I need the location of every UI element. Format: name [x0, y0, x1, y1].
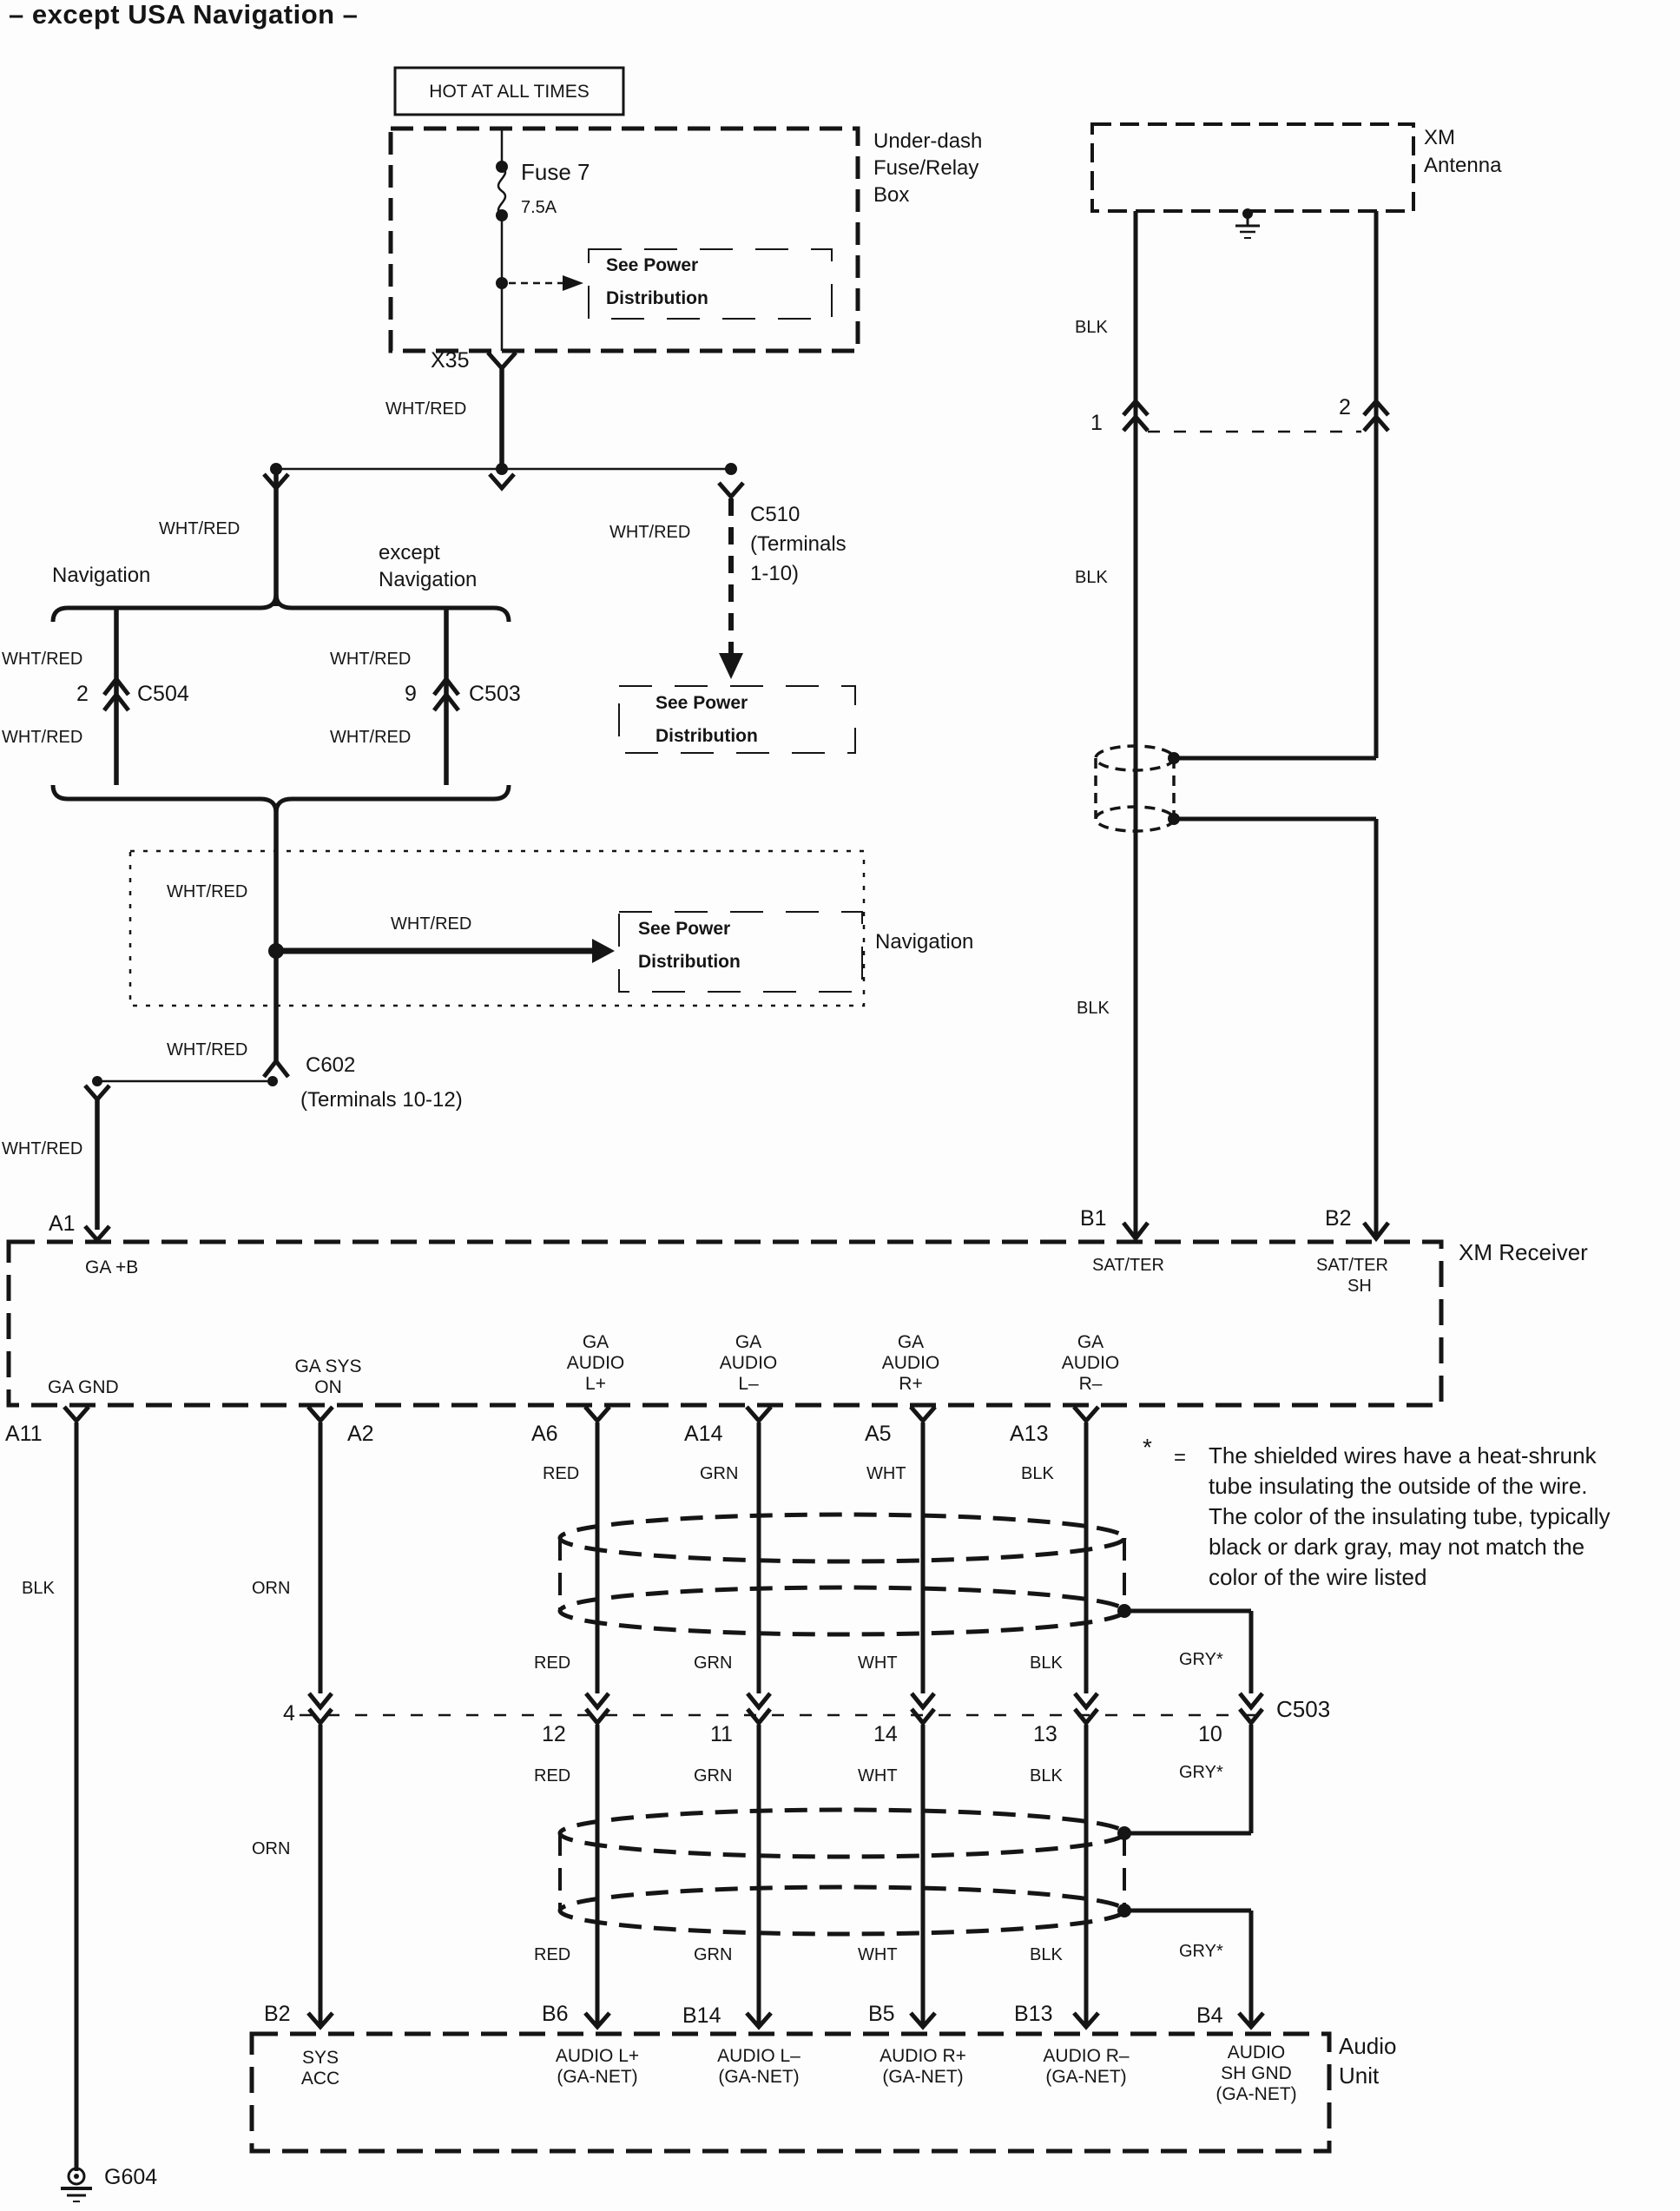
wire-color-blk-ant3: BLK	[1077, 999, 1110, 1018]
ga-audio-rplus-line3: R+	[899, 1374, 923, 1394]
audio-rplus-line1: AUDIO R+	[880, 2046, 966, 2066]
c503-pin14-label: 14	[873, 1722, 898, 1746]
xm-antenna-box	[1092, 124, 1413, 211]
sat-ter-sh-line2: SH	[1347, 1277, 1372, 1296]
wire-color-orn-upper: ORN	[252, 1579, 291, 1598]
navigation-box-label: Navigation	[875, 930, 974, 954]
c503-inline-label: C503	[1276, 1696, 1331, 1722]
wire-color-red-row4: RED	[534, 1945, 571, 1964]
wire-color-whtred-c510: WHT/RED	[609, 523, 691, 542]
ga-sys-on-line1: GA SYS	[294, 1356, 362, 1376]
pin-a14-label: A14	[684, 1422, 723, 1446]
c503-pin11-label: 11	[710, 1722, 733, 1746]
fuse-box-name-line2: Fuse/Relay	[873, 156, 979, 180]
wire-color-grn-row4: GRN	[694, 1945, 733, 1964]
audio-lplus-line1: AUDIO L+	[555, 2046, 640, 2066]
pin-b5-label: B5	[868, 2002, 895, 2026]
c503-label: C503	[469, 682, 521, 706]
fuse-box-name-line1: Under-dash	[873, 129, 983, 153]
see-power-3-line1: See Power	[638, 919, 731, 939]
wire-color-whtred-right-upper: WHT/RED	[330, 650, 412, 669]
pin-b14-label: B14	[682, 2003, 721, 2028]
c510-terminals-line2: 1-10)	[750, 562, 800, 585]
ga-audio-rminus-line3: R–	[1078, 1374, 1103, 1394]
fuse-box-name-line3: Box	[873, 183, 910, 207]
audio-unit-name-line1: Audio	[1339, 2033, 1397, 2059]
note-line1: The shielded wires have a heat-shrunk	[1209, 1442, 1597, 1468]
c510-terminals-line1: (Terminals	[750, 532, 847, 556]
fuse-rating-label: 7.5A	[521, 198, 557, 217]
ga-audio-rminus-line1: GA	[1077, 1332, 1104, 1352]
wire-color-whtred-navbox: WHT/RED	[167, 882, 248, 901]
antenna-pin1-label: 1	[1090, 411, 1103, 435]
sys-acc-line2: ACC	[300, 2069, 340, 2089]
pin-a11-label: A11	[5, 1422, 43, 1446]
wire-color-whtred-main: WHT/RED	[159, 519, 240, 538]
see-power-3-line2: Distribution	[638, 952, 741, 972]
note-line3: The color of the insulating tube, typically	[1209, 1503, 1611, 1529]
g604-ground-label: G604	[104, 2165, 158, 2189]
ga-audio-lplus-line3: L+	[585, 1374, 606, 1394]
c504-pin-label: 2	[76, 682, 89, 706]
wire-color-whtred-x35: WHT/RED	[385, 399, 467, 419]
wire-color-wht-row1: WHT	[866, 1464, 906, 1483]
xm-antenna-name-line2: Antenna	[1424, 154, 1502, 177]
pin-a2-label: A2	[347, 1422, 374, 1446]
pin-b13-label: B13	[1014, 2002, 1053, 2026]
note-equals: =	[1174, 1446, 1187, 1469]
fuse-7-label: Fuse 7	[521, 159, 590, 185]
junction-dots	[92, 161, 1253, 1917]
c510-label: C510	[750, 503, 800, 526]
c602-label: C602	[306, 1053, 356, 1077]
ga-b-label: GA +B	[85, 1257, 139, 1277]
g604-ground-icon	[61, 2168, 92, 2201]
ga-audio-lminus-line3: L–	[738, 1374, 759, 1394]
see-power-2-line2: Distribution	[656, 726, 758, 746]
audio-lminus-line1: AUDIO L–	[717, 2046, 800, 2066]
except-navigation-line2: Navigation	[379, 568, 478, 591]
pin-a13-label: A13	[1010, 1422, 1049, 1446]
xm-receiver-box	[9, 1242, 1441, 1405]
wire-color-blk-a11: BLK	[22, 1579, 55, 1598]
c503-pin12-label: 12	[542, 1722, 566, 1746]
pin-b4-label: B4	[1196, 2003, 1223, 2028]
wire-color-gry-row2: GRY*	[1179, 1650, 1223, 1669]
wire-color-whtred-right-lower: WHT/RED	[330, 728, 412, 747]
main-junction-line	[276, 368, 731, 469]
see-power-1-line2: Distribution	[606, 288, 708, 308]
wire-color-blk-row3: BLK	[1030, 1766, 1063, 1785]
wire-color-gry-row3: GRY*	[1179, 1763, 1223, 1782]
wire-color-whtred-a1: WHT/RED	[2, 1139, 83, 1158]
navigation-option-box	[130, 851, 864, 1006]
wire-color-orn-lower: ORN	[252, 1839, 291, 1858]
power-distribution-arrow-1	[509, 275, 583, 291]
c503-pin13-label: 13	[1033, 1722, 1057, 1746]
see-power-2-line1: See Power	[656, 693, 748, 713]
sat-ter-label: SAT/TER	[1092, 1256, 1164, 1275]
wire-color-wht-row3: WHT	[858, 1766, 898, 1785]
note-line4: black or dark gray, may not match the	[1209, 1534, 1585, 1560]
note-line5: color of the wire listed	[1209, 1564, 1427, 1590]
c503-pin4-label: 4	[283, 1701, 295, 1726]
wire-color-blk-row2: BLK	[1030, 1653, 1063, 1673]
audio-lminus-line2: (GA-NET)	[718, 2067, 800, 2087]
ga-audio-rplus-line1: GA	[897, 1332, 925, 1352]
note-line2: tube insulating the outside of the wire.	[1209, 1473, 1588, 1499]
wire-color-grn-row3: GRN	[694, 1766, 733, 1785]
antenna-lead-wires	[1136, 211, 1376, 1237]
c602-terminals-label: (Terminals 10-12)	[300, 1088, 463, 1112]
audio-shgnd-line2: SH GND	[1221, 2063, 1292, 2083]
pin-b2-label: B2	[1325, 1206, 1352, 1231]
wire-color-whtred-left-upper: WHT/RED	[2, 650, 83, 669]
audio-lplus-line2: (GA-NET)	[557, 2067, 638, 2087]
pin-b1-label: B1	[1080, 1206, 1107, 1231]
pin-a1-label: A1	[49, 1211, 76, 1236]
ga-audio-lminus-line1: GA	[735, 1332, 762, 1352]
sys-acc-line1: SYS	[301, 2048, 339, 2068]
wire-color-gry-row4: GRY*	[1179, 1942, 1223, 1961]
hot-at-all-times-label: HOT AT ALL TIMES	[429, 82, 590, 102]
except-navigation-line1: except	[379, 541, 440, 564]
wire-color-red-row1: RED	[543, 1464, 580, 1483]
navigation-power-arrow	[280, 939, 615, 963]
wire-color-red-row3: RED	[534, 1766, 571, 1785]
antenna-pin2-label: 2	[1339, 395, 1351, 419]
pin-b6-label: B6	[542, 2002, 569, 2026]
audio-shgnd-line1: AUDIO	[1227, 2043, 1286, 2062]
ga-audio-lplus-line1: GA	[582, 1332, 609, 1352]
pin-a5-label: A5	[865, 1422, 892, 1446]
shield-drum-2	[560, 1810, 1124, 1934]
c503-pin-label: 9	[405, 682, 417, 706]
audio-rminus-line2: (GA-NET)	[1045, 2067, 1127, 2087]
wire-color-blk-ant1: BLK	[1075, 318, 1108, 337]
ga-gnd-label: GA GND	[48, 1377, 119, 1397]
navigation-branch-label: Navigation	[52, 564, 151, 587]
wire-color-whtred-left-lower: WHT/RED	[2, 728, 83, 747]
c504-label: C504	[137, 682, 189, 706]
pin-b2-audio-label: B2	[264, 2002, 291, 2026]
wire-color-grn-row1: GRN	[700, 1464, 739, 1483]
wire-color-grn-row2: GRN	[694, 1653, 733, 1673]
c503-pin10-label: 10	[1198, 1722, 1222, 1746]
ga-audio-rplus-line2: AUDIO	[881, 1353, 940, 1373]
under-dash-fuse-relay-box	[391, 129, 858, 351]
wire-color-whtred-arrow: WHT/RED	[391, 914, 472, 934]
xm-antenna-name-line1: XM	[1424, 126, 1455, 149]
note-asterisk: *	[1143, 1434, 1152, 1461]
wire-color-wht-row4: WHT	[858, 1945, 898, 1964]
sat-ter-sh-line1: SAT/TER	[1316, 1256, 1388, 1275]
ga-audio-lminus-line2: AUDIO	[719, 1353, 778, 1373]
audio-rplus-line2: (GA-NET)	[882, 2067, 964, 2087]
ga-sys-on-line2: ON	[314, 1377, 342, 1397]
wire-color-blk-row1: BLK	[1021, 1464, 1054, 1483]
audio-unit-name-line2: Unit	[1339, 2062, 1380, 2089]
ga-audio-lplus-line2: AUDIO	[566, 1353, 625, 1373]
wire-color-red-row2: RED	[534, 1653, 571, 1673]
x35-connector-label: X35	[431, 348, 470, 373]
wire-color-blk-ant2: BLK	[1075, 568, 1108, 587]
wire-color-wht-row2: WHT	[858, 1653, 898, 1673]
xm-receiver-name: XM Receiver	[1459, 1239, 1588, 1265]
pin-a6-label: A6	[531, 1422, 558, 1446]
wire-color-blk-row4: BLK	[1030, 1945, 1063, 1964]
audio-rminus-line1: AUDIO R–	[1043, 2046, 1130, 2066]
wire-color-whtred-c602: WHT/RED	[167, 1040, 248, 1059]
see-power-1-line1: See Power	[606, 255, 699, 275]
antenna-ground-icon	[1235, 214, 1260, 238]
audio-shgnd-line3: (GA-NET)	[1216, 2084, 1297, 2104]
ga-audio-rminus-line2: AUDIO	[1061, 1353, 1120, 1373]
page-title: – except USA Navigation –	[9, 0, 359, 30]
c510-wire	[719, 498, 743, 679]
shield-drum-1	[560, 1515, 1124, 1634]
